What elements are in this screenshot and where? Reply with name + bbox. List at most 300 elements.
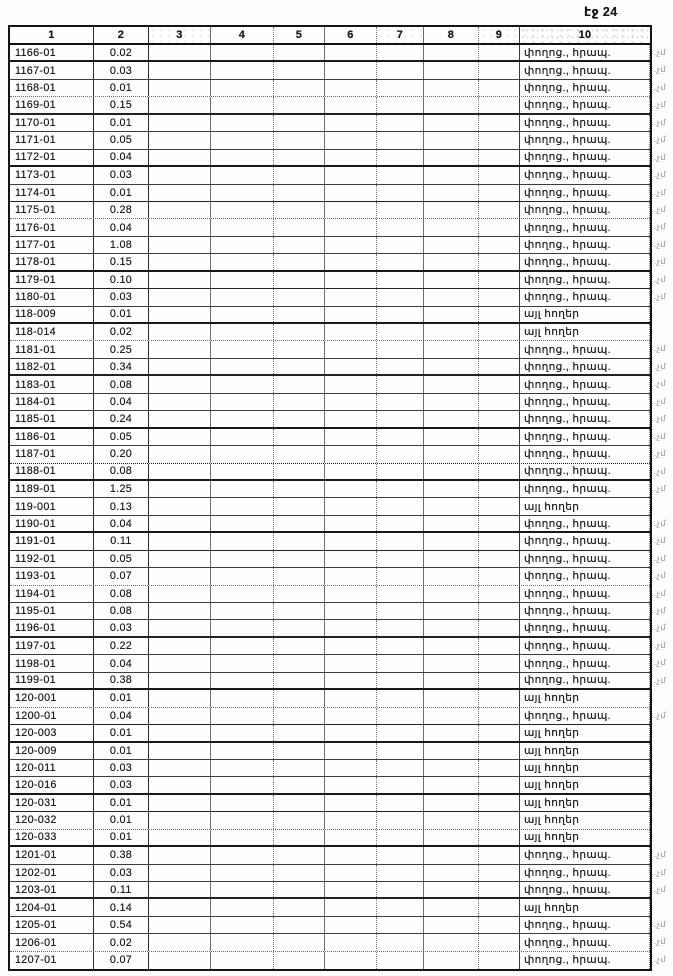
empty-cell xyxy=(149,934,211,950)
empty-cell xyxy=(424,533,479,549)
empty-cell xyxy=(424,673,479,688)
empty-cell xyxy=(377,690,424,706)
column-header: 2 xyxy=(94,27,149,43)
margin-annotation: .չմ xyxy=(653,48,667,57)
empty-cell xyxy=(377,219,424,235)
parcel-id-cell: 119-001 xyxy=(10,498,94,514)
empty-cell xyxy=(325,777,377,792)
empty-cell xyxy=(479,777,520,792)
empty-cell xyxy=(377,795,424,811)
area-value-cell: 0.15 xyxy=(94,254,149,269)
empty-cell xyxy=(479,62,520,78)
empty-cell xyxy=(479,97,520,112)
empty-cell xyxy=(325,690,377,706)
empty-cell xyxy=(377,394,424,410)
empty-cell xyxy=(424,307,479,322)
empty-cell xyxy=(479,551,520,567)
table-row xyxy=(10,272,667,289)
empty-cell xyxy=(479,865,520,881)
empty-cell xyxy=(325,237,377,253)
empty-cell xyxy=(424,62,479,78)
parcel-id-cell: 1197-01 xyxy=(10,638,94,654)
landuse-cell: փողոց., հրապ. xyxy=(520,429,650,445)
empty-cell xyxy=(479,115,520,131)
area-value-cell: 1.25 xyxy=(94,481,149,497)
empty-cell xyxy=(274,237,325,253)
empty-cell xyxy=(274,411,325,426)
empty-cell xyxy=(479,341,520,357)
table-row xyxy=(10,708,667,725)
area-value-cell: 0.08 xyxy=(94,464,149,479)
area-value-cell: 0.04 xyxy=(94,655,149,671)
table-row xyxy=(10,725,650,742)
empty-cell xyxy=(325,289,377,305)
landuse-cell: փողոց., հրապ. xyxy=(520,97,650,112)
margin-annotation: .չմ xyxy=(653,675,667,685)
margin-annotation: .չմ xyxy=(653,449,667,459)
area-value-cell: 1.08 xyxy=(94,237,149,253)
empty-cell xyxy=(149,533,211,549)
empty-cell xyxy=(424,289,479,305)
empty-cell xyxy=(211,795,274,811)
table-row xyxy=(10,551,667,568)
empty-cell xyxy=(377,812,424,828)
empty-cell xyxy=(479,202,520,218)
empty-cell xyxy=(325,882,377,897)
column-header: 9 xyxy=(479,27,520,43)
empty-cell xyxy=(211,690,274,706)
empty-cell xyxy=(377,638,424,654)
empty-cell xyxy=(377,289,424,305)
area-value-cell: 0.28 xyxy=(94,202,149,218)
empty-cell xyxy=(149,464,211,479)
area-value-cell: 0.14 xyxy=(94,899,149,915)
empty-cell xyxy=(149,725,211,740)
landuse-cell: փողոց., հրապ. xyxy=(520,394,650,410)
column-header: 10 xyxy=(520,27,650,43)
empty-cell xyxy=(377,376,424,392)
empty-cell xyxy=(325,394,377,410)
parcel-id-cell: 1200-01 xyxy=(10,708,94,724)
table-row xyxy=(10,620,667,637)
empty-cell xyxy=(325,411,377,426)
empty-cell xyxy=(424,934,479,950)
empty-cell xyxy=(274,690,325,706)
empty-cell xyxy=(149,202,211,218)
empty-cell xyxy=(479,673,520,688)
empty-cell xyxy=(377,743,424,759)
empty-cell xyxy=(377,655,424,671)
empty-cell xyxy=(325,324,377,340)
area-value-cell: 0.24 xyxy=(94,411,149,426)
empty-cell xyxy=(325,865,377,881)
empty-cell xyxy=(211,498,274,514)
parcel-id-cell: 1203-01 xyxy=(10,882,94,897)
empty-cell xyxy=(479,359,520,374)
empty-cell xyxy=(211,219,274,235)
empty-cell xyxy=(377,760,424,776)
empty-cell xyxy=(211,777,274,792)
empty-cell xyxy=(325,830,377,845)
empty-cell xyxy=(424,272,479,288)
parcel-id-cell: 120-011 xyxy=(10,760,94,776)
table-body xyxy=(10,45,667,969)
empty-cell xyxy=(149,568,211,584)
empty-cell xyxy=(424,498,479,514)
empty-cell xyxy=(325,481,377,497)
table-row xyxy=(10,917,667,934)
empty-cell xyxy=(377,934,424,950)
empty-cell xyxy=(211,272,274,288)
empty-cell xyxy=(424,411,479,426)
empty-cell xyxy=(479,743,520,759)
empty-cell xyxy=(274,45,325,60)
cadastral-table xyxy=(8,25,667,971)
margin-annotation: .չմ xyxy=(653,431,667,441)
empty-cell xyxy=(149,254,211,269)
empty-cell xyxy=(274,777,325,792)
empty-cell xyxy=(424,743,479,759)
margin-annotation: .չմ xyxy=(653,274,667,284)
margin-annotation: .չմ xyxy=(653,850,667,860)
empty-cell xyxy=(325,464,377,479)
empty-cell xyxy=(274,899,325,915)
empty-cell xyxy=(424,80,479,96)
parcel-id-cell: 1205-01 xyxy=(10,917,94,933)
empty-cell xyxy=(377,551,424,567)
parcel-id-cell: 1174-01 xyxy=(10,185,94,201)
parcel-id-cell: 1187-01 xyxy=(10,446,94,462)
empty-cell xyxy=(377,272,424,288)
area-value-cell: 0.13 xyxy=(94,498,149,514)
empty-cell xyxy=(479,655,520,671)
empty-cell xyxy=(149,498,211,514)
empty-cell xyxy=(274,760,325,776)
empty-cell xyxy=(424,446,479,462)
empty-cell xyxy=(149,620,211,635)
empty-cell xyxy=(211,411,274,426)
margin-annotation: .չմ xyxy=(653,117,667,127)
area-value-cell: 0.38 xyxy=(94,673,149,688)
empty-cell xyxy=(274,603,325,619)
empty-cell xyxy=(149,289,211,305)
table-row xyxy=(10,655,667,672)
empty-cell xyxy=(274,341,325,357)
area-value-cell: 0.08 xyxy=(94,586,149,602)
parcel-id-cell: 1178-01 xyxy=(10,254,94,269)
table-row xyxy=(10,341,667,358)
empty-cell xyxy=(325,498,377,514)
empty-cell xyxy=(149,481,211,497)
margin-annotation: .չմ xyxy=(653,100,667,110)
empty-cell xyxy=(377,516,424,531)
empty-cell xyxy=(377,237,424,253)
table-row xyxy=(10,830,650,847)
landuse-cell: փողոց., հրապ. xyxy=(520,533,650,549)
empty-cell xyxy=(274,446,325,462)
empty-cell xyxy=(149,237,211,253)
empty-cell xyxy=(377,464,424,479)
empty-cell xyxy=(149,62,211,78)
parcel-id-cell: 1169-01 xyxy=(10,97,94,112)
landuse-cell: այլ հողեր xyxy=(520,830,650,845)
empty-cell xyxy=(424,150,479,165)
empty-cell xyxy=(149,272,211,288)
area-value-cell: 0.02 xyxy=(94,934,149,950)
empty-cell xyxy=(424,202,479,218)
empty-cell xyxy=(479,254,520,269)
empty-cell xyxy=(274,307,325,322)
empty-cell xyxy=(149,882,211,897)
empty-cell xyxy=(211,202,274,218)
empty-cell xyxy=(424,655,479,671)
empty-cell xyxy=(274,150,325,165)
empty-cell xyxy=(424,45,479,60)
table-row xyxy=(10,394,667,411)
empty-cell xyxy=(377,568,424,584)
empty-cell xyxy=(377,132,424,148)
margin-annotation: .չմ xyxy=(653,204,667,214)
empty-cell xyxy=(479,45,520,60)
table-row xyxy=(10,202,667,219)
empty-cell xyxy=(149,673,211,688)
empty-cell xyxy=(424,481,479,497)
empty-cell xyxy=(274,202,325,218)
empty-cell xyxy=(424,429,479,445)
empty-cell xyxy=(424,603,479,619)
empty-cell xyxy=(325,760,377,776)
empty-cell xyxy=(211,45,274,60)
landuse-cell: փողոց., հրապ. xyxy=(520,167,650,183)
table-row xyxy=(10,568,667,585)
empty-cell xyxy=(274,516,325,531)
empty-cell xyxy=(274,498,325,514)
empty-cell xyxy=(325,551,377,567)
empty-cell xyxy=(479,481,520,497)
area-value-cell: 0.54 xyxy=(94,917,149,933)
empty-cell xyxy=(424,760,479,776)
empty-cell xyxy=(211,167,274,183)
landuse-cell: այլ հողեր xyxy=(520,498,650,514)
empty-cell xyxy=(211,708,274,724)
area-value-cell: 0.08 xyxy=(94,603,149,619)
empty-cell xyxy=(479,498,520,514)
table-row xyxy=(10,952,667,969)
empty-cell xyxy=(424,359,479,374)
empty-cell xyxy=(211,533,274,549)
empty-cell xyxy=(424,237,479,253)
landuse-cell: փողոց., հրապ. xyxy=(520,865,650,881)
parcel-id-cell: 120-003 xyxy=(10,725,94,740)
empty-cell xyxy=(149,777,211,792)
area-value-cell: 0.01 xyxy=(94,690,149,706)
empty-cell xyxy=(274,533,325,549)
empty-cell xyxy=(325,446,377,462)
empty-cell xyxy=(274,115,325,131)
parcel-id-cell: 1191-01 xyxy=(10,533,94,549)
column-header: 5 xyxy=(274,27,325,43)
empty-cell xyxy=(479,185,520,201)
empty-cell xyxy=(325,132,377,148)
empty-cell xyxy=(274,568,325,584)
margin-annotation: .չմ xyxy=(653,885,667,894)
empty-cell xyxy=(211,376,274,392)
parcel-id-cell: 1192-01 xyxy=(10,551,94,567)
table-row xyxy=(10,115,667,132)
table-row xyxy=(10,45,667,62)
parcel-id-cell: 1171-01 xyxy=(10,132,94,148)
table-row xyxy=(10,359,667,376)
area-value-cell: 0.04 xyxy=(94,219,149,235)
area-value-cell: 0.02 xyxy=(94,324,149,340)
empty-cell xyxy=(479,725,520,740)
parcel-id-cell: 1180-01 xyxy=(10,289,94,305)
empty-cell xyxy=(149,743,211,759)
margin-annotation: .չմ xyxy=(653,82,667,92)
parcel-id-cell: 1179-01 xyxy=(10,272,94,288)
empty-cell xyxy=(424,690,479,706)
landuse-cell: փողոց., հրապ. xyxy=(520,202,650,218)
empty-cell xyxy=(211,743,274,759)
margin-annotation: .չմ xyxy=(653,483,667,493)
empty-cell xyxy=(325,359,377,374)
margin-annotation: .չմ xyxy=(653,344,667,354)
empty-cell xyxy=(274,812,325,828)
empty-cell xyxy=(211,307,274,322)
empty-cell xyxy=(274,289,325,305)
empty-cell xyxy=(149,411,211,426)
area-value-cell: 0.10 xyxy=(94,272,149,288)
empty-cell xyxy=(274,952,325,969)
margin-annotation: .չմ xyxy=(653,65,667,75)
table-row xyxy=(10,481,667,498)
empty-cell xyxy=(274,708,325,724)
empty-cell xyxy=(274,185,325,201)
area-value-cell: 0.03 xyxy=(94,167,149,183)
empty-cell xyxy=(274,464,325,479)
area-value-cell: 0.11 xyxy=(94,533,149,549)
empty-cell xyxy=(149,865,211,881)
empty-cell xyxy=(479,568,520,584)
parcel-id-cell: 1206-01 xyxy=(10,934,94,950)
empty-cell xyxy=(211,464,274,479)
empty-cell xyxy=(149,359,211,374)
empty-cell xyxy=(479,830,520,845)
parcel-id-cell: 120-016 xyxy=(10,777,94,792)
parcel-id-cell: 118-009 xyxy=(10,307,94,322)
empty-cell xyxy=(211,254,274,269)
empty-cell xyxy=(274,394,325,410)
empty-cell xyxy=(424,899,479,915)
empty-cell xyxy=(149,830,211,845)
margin-annotation: .չմ xyxy=(653,623,667,633)
empty-cell xyxy=(377,620,424,635)
empty-cell xyxy=(479,603,520,619)
table-row xyxy=(10,777,650,794)
empty-cell xyxy=(149,429,211,445)
empty-cell xyxy=(424,132,479,148)
table-row xyxy=(10,429,667,446)
parcel-id-cell: 1207-01 xyxy=(10,952,94,969)
table-header-row xyxy=(10,27,650,45)
empty-cell xyxy=(479,533,520,549)
margin-annotation: .չմ xyxy=(653,170,667,180)
empty-cell xyxy=(424,777,479,792)
landuse-cell: փողոց., հրապ. xyxy=(520,481,650,497)
empty-cell xyxy=(325,603,377,619)
parcel-id-cell: 120-009 xyxy=(10,743,94,759)
parcel-id-cell: 1202-01 xyxy=(10,865,94,881)
landuse-cell: այլ հողեր xyxy=(520,899,650,915)
empty-cell xyxy=(274,429,325,445)
parcel-id-cell: 1177-01 xyxy=(10,237,94,253)
parcel-id-cell: 1199-01 xyxy=(10,673,94,688)
column-header: 7 xyxy=(377,27,424,43)
empty-cell xyxy=(377,202,424,218)
empty-cell xyxy=(149,899,211,915)
parcel-id-cell: 1204-01 xyxy=(10,899,94,915)
parcel-id-cell: 1189-01 xyxy=(10,481,94,497)
empty-cell xyxy=(274,481,325,497)
empty-cell xyxy=(211,516,274,531)
parcel-id-cell: 1184-01 xyxy=(10,394,94,410)
parcel-id-cell: 120-032 xyxy=(10,812,94,828)
empty-cell xyxy=(325,743,377,759)
area-value-cell: 0.04 xyxy=(94,708,149,724)
empty-cell xyxy=(377,777,424,792)
empty-cell xyxy=(274,830,325,845)
area-value-cell: 0.20 xyxy=(94,446,149,462)
empty-cell xyxy=(274,359,325,374)
landuse-cell: փողոց., հրապ. xyxy=(520,655,650,671)
empty-cell xyxy=(274,167,325,183)
empty-cell xyxy=(479,760,520,776)
empty-cell xyxy=(149,150,211,165)
landuse-cell: փողոց., հրապ. xyxy=(520,952,650,969)
area-value-cell: 0.01 xyxy=(94,812,149,828)
area-value-cell: 0.05 xyxy=(94,551,149,567)
empty-cell xyxy=(274,62,325,78)
empty-cell xyxy=(424,167,479,183)
parcel-id-cell: 1175-01 xyxy=(10,202,94,218)
parcel-id-cell: 1172-01 xyxy=(10,150,94,165)
landuse-cell: այլ հողեր xyxy=(520,760,650,776)
empty-cell xyxy=(149,516,211,531)
empty-cell xyxy=(325,202,377,218)
empty-cell xyxy=(274,865,325,881)
empty-cell xyxy=(325,376,377,392)
empty-cell xyxy=(479,289,520,305)
empty-cell xyxy=(479,638,520,654)
landuse-cell: փողոց., հրապ. xyxy=(520,237,650,253)
empty-cell xyxy=(479,795,520,811)
empty-cell xyxy=(377,45,424,60)
empty-cell xyxy=(211,917,274,933)
parcel-id-cell: 1186-01 xyxy=(10,429,94,445)
empty-cell xyxy=(149,115,211,131)
landuse-cell: փողոց., հրապ. xyxy=(520,62,650,78)
empty-cell xyxy=(479,882,520,897)
empty-cell xyxy=(325,45,377,60)
landuse-cell: փողոց., հրապ. xyxy=(520,289,650,305)
landuse-cell: այլ հողեր xyxy=(520,812,650,828)
column-header: 8 xyxy=(424,27,479,43)
table-row xyxy=(10,324,650,341)
empty-cell xyxy=(479,446,520,462)
empty-cell xyxy=(479,952,520,969)
empty-cell xyxy=(377,359,424,374)
empty-cell xyxy=(325,185,377,201)
